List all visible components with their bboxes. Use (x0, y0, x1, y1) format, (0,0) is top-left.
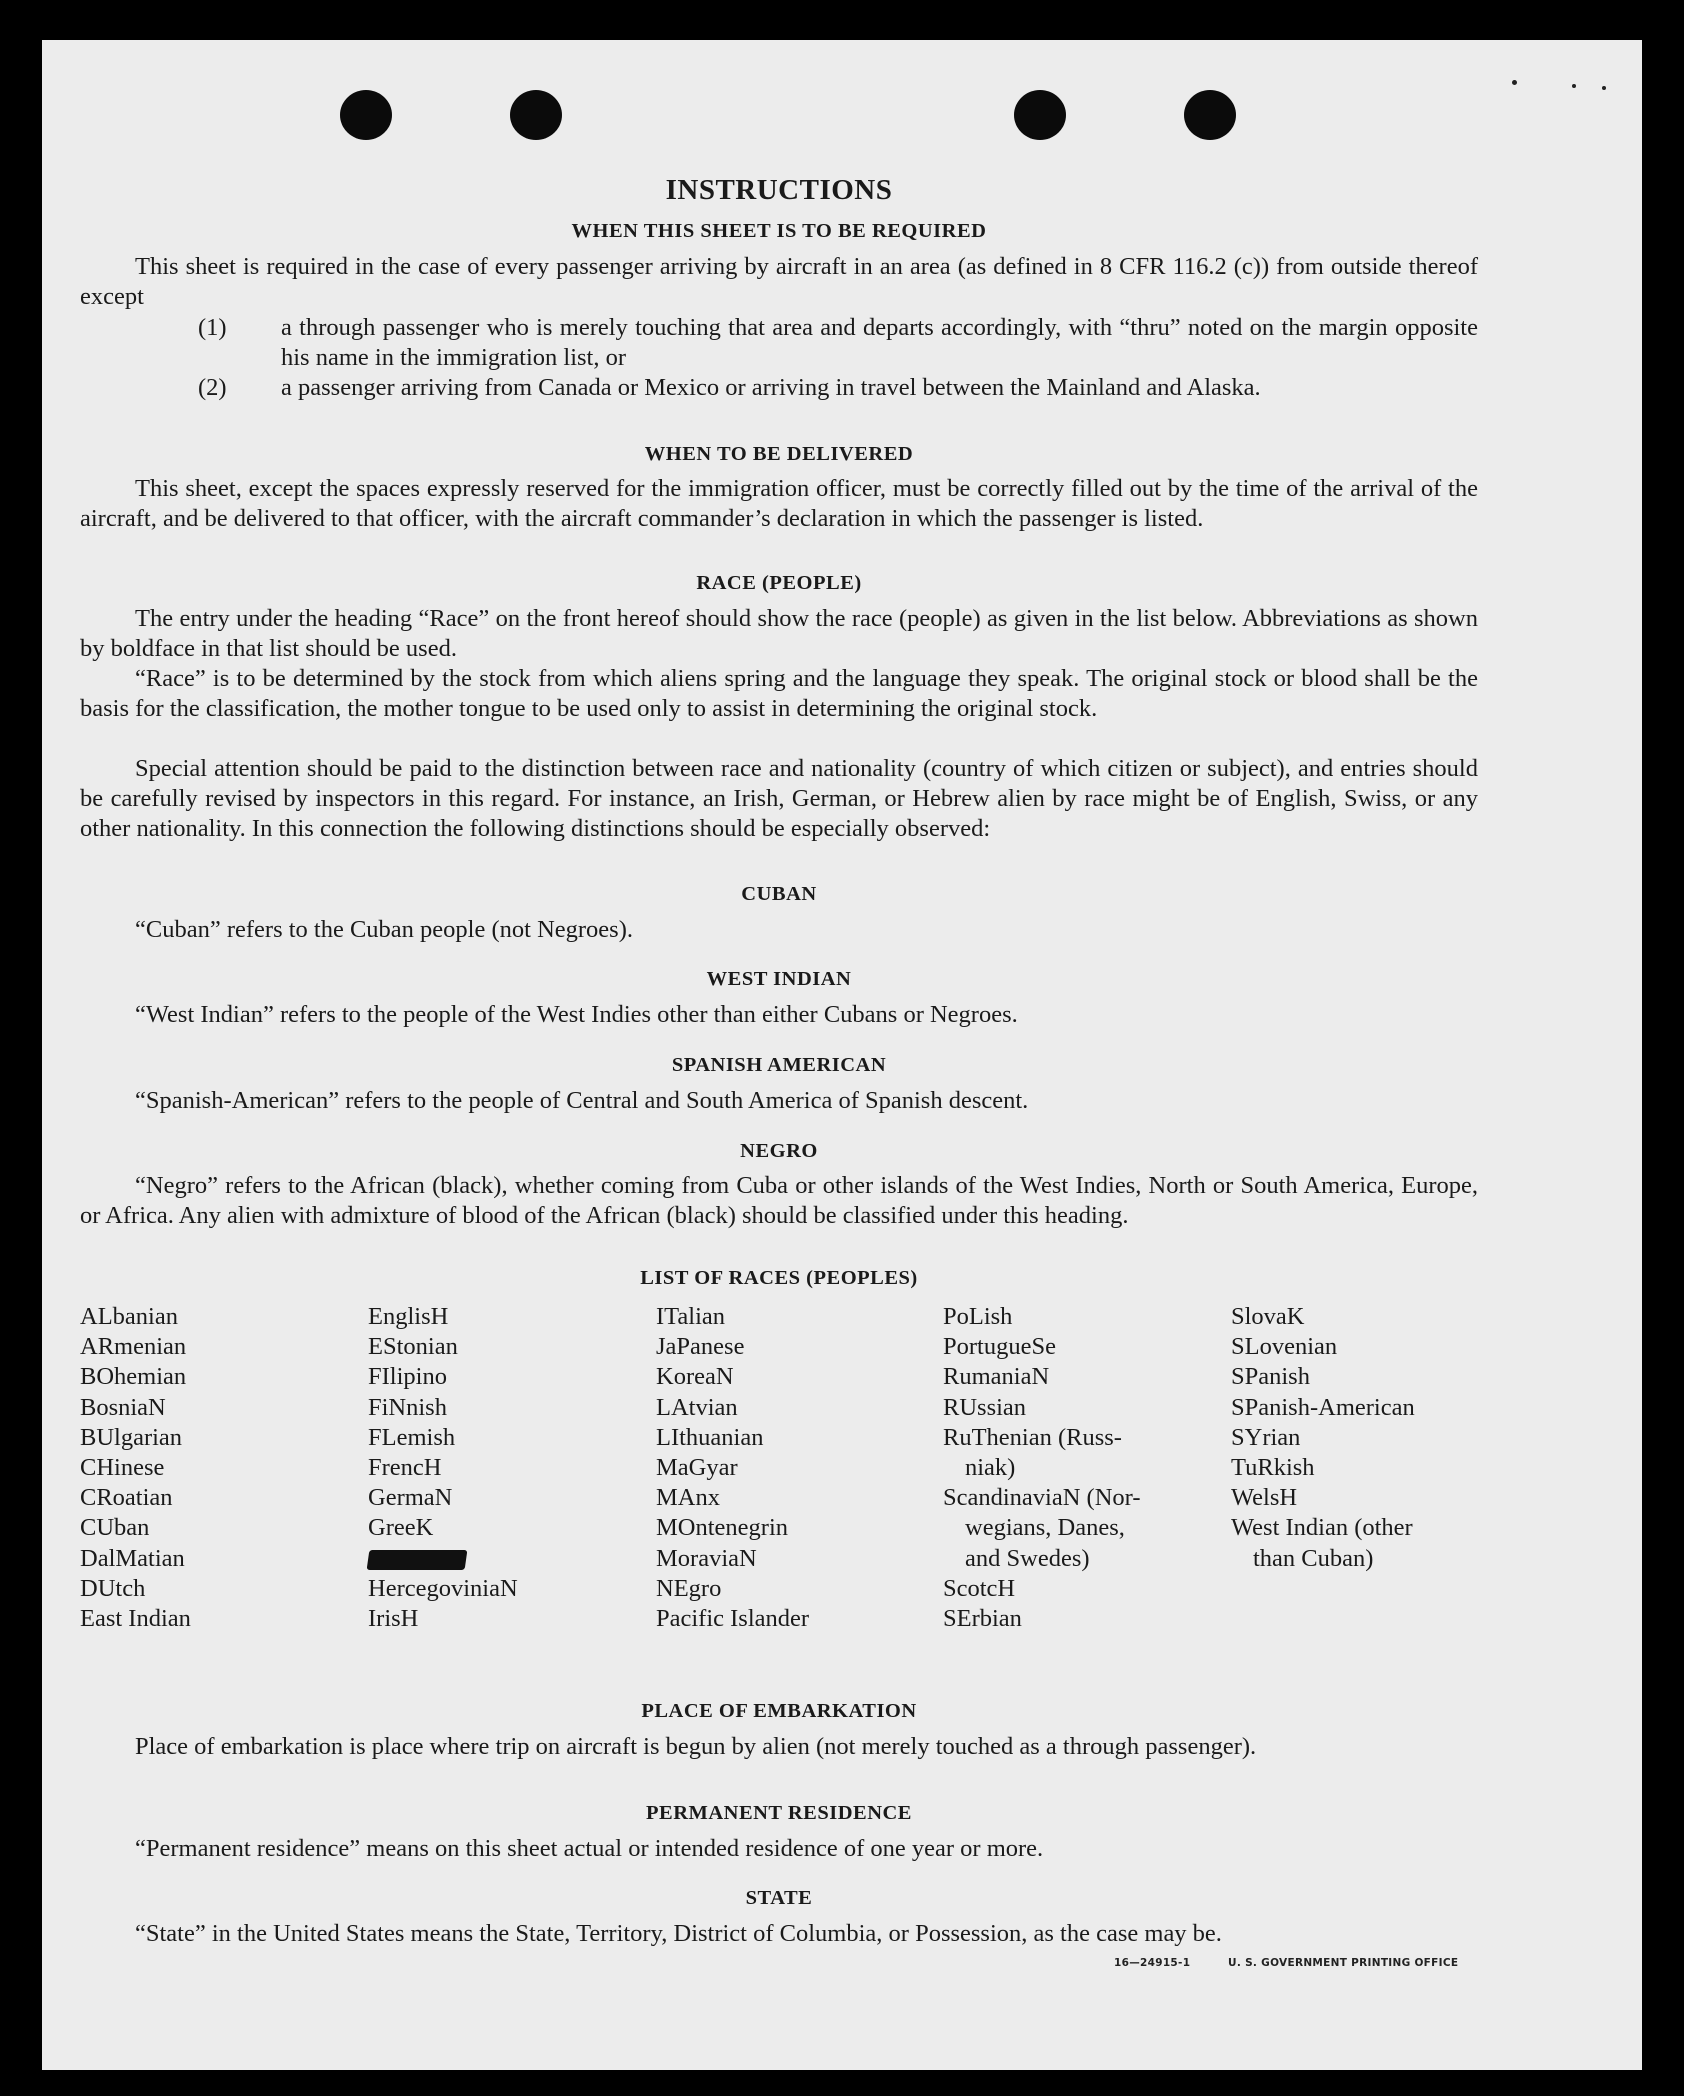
section-heading: CUBAN (741, 883, 817, 905)
race-item: ARmenian (80, 1333, 187, 1361)
race-item: PortugueSe (943, 1333, 1056, 1361)
race-item: EStonian (368, 1333, 458, 1361)
race-item: JaPanese (656, 1333, 745, 1361)
speck (1602, 86, 1606, 90)
race-item: MAnx (656, 1484, 720, 1512)
race-item: FIlipino (368, 1363, 447, 1391)
race-item: BosniaN (80, 1393, 166, 1421)
race-item: RUssian (943, 1393, 1027, 1421)
race-item: CUban (80, 1514, 150, 1542)
item-text: a through passenger who is merely touching that area and departs accordingly, with “thru” noted on the margin opposite his name in the immigration list, or (281, 314, 1478, 371)
punch-hole (510, 90, 562, 140)
paragraph: “State” in the United States means the State, Territory, District of Columbia, or Possession, as the case may be. (135, 1920, 1222, 1947)
section-heading: NEGRO (740, 1140, 818, 1162)
paragraph: The entry under the heading “Race” on the front hereof should show the race (people) as given in the list below. Abbreviations as shown by boldface in that list should be used. (80, 605, 1478, 662)
race-item: SlovaK (1231, 1303, 1305, 1330)
race-item: SYrian (1231, 1423, 1301, 1451)
form-sheet (42, 40, 1642, 2070)
list-item (198, 373, 1478, 403)
paragraph: “Cuban” refers to the Cuban people (not Negroes). (135, 916, 633, 943)
paragraph: “Negro” refers to the African (black), whether coming from Cuba or other islands of the West Indies, North or South America, Europe, or Africa. Any alien with admixture of blood of the African (black) should be classified under this heading. (80, 1172, 1478, 1229)
paragraph: This sheet, except the spaces expressly reserved for the immigration officer, must be correctly filled out by the time of the arrival of the aircraft, and be delivered to that officer, with the aircraft commander’s declaration in which the passenger is listed. (80, 475, 1478, 532)
printer-credit: U. S. GOVERNMENT PRINTING OFFICE (1228, 1957, 1459, 1969)
race-item: TuRkish (1231, 1454, 1315, 1482)
race-item: ALbanian (80, 1303, 178, 1330)
redaction-mark (367, 1550, 468, 1570)
race-item: SPanish-American (1231, 1393, 1415, 1421)
race-column (943, 1302, 1140, 1634)
race-item-continuation: than Cuban) (1253, 1544, 1374, 1572)
form-number: 16—24915-1 (1114, 1957, 1191, 1969)
paragraph: “Permanent residence” means on this sheet actual or intended residence of one year or more. (135, 1835, 1044, 1862)
section-heading: WHEN TO BE DELIVERED (644, 443, 914, 465)
race-item: WelsH (1231, 1484, 1298, 1512)
race-item: LIthuanian (656, 1423, 764, 1451)
punch-hole (1184, 90, 1236, 140)
section-heading: WEST INDIAN (706, 968, 852, 990)
race-item: ITalian (656, 1303, 726, 1330)
race-item: MOntenegrin (656, 1514, 788, 1542)
race-item-continuation: niak) (965, 1454, 1016, 1482)
race-item: CHinese (80, 1454, 165, 1482)
paragraph: “West Indian” refers to the people of the West Indies other than either Cubans or Negroes. (135, 1001, 1018, 1028)
paragraph: “Spanish-American” refers to the people of Central and South America of Spanish descent. (135, 1087, 1029, 1114)
speck (1572, 84, 1576, 88)
race-item: BUlgarian (80, 1423, 183, 1451)
race-item: IrisH (368, 1605, 419, 1633)
race-column (80, 1302, 191, 1634)
race-item: RuThenian (Russ- (943, 1423, 1122, 1451)
punch-hole (1014, 90, 1066, 140)
race-item: ScotcH (943, 1574, 1016, 1602)
race-item: DalMatian (80, 1544, 185, 1572)
page-title: INSTRUCTIONS (665, 174, 893, 206)
race-item: FrencH (368, 1454, 442, 1482)
speck (1512, 80, 1517, 85)
race-item: RumaniaN (943, 1363, 1050, 1391)
race-item: MoraviaN (656, 1544, 757, 1572)
race-item: EnglisH (368, 1303, 449, 1330)
race-item: NEgro (656, 1574, 722, 1602)
section-heading: WHEN THIS SHEET IS TO BE REQUIRED (571, 220, 987, 242)
section-heading: PERMANENT RESIDENCE (646, 1802, 912, 1824)
section-heading: LIST OF RACES (PEOPLES) (640, 1267, 918, 1289)
race-column (1231, 1302, 1415, 1574)
race-item: GreeK (368, 1514, 434, 1542)
section-heading: SPANISH AMERICAN (671, 1054, 887, 1076)
race-item: MaGyar (656, 1454, 738, 1482)
race-item: FiNnish (368, 1393, 447, 1421)
paragraph: This sheet is required in the case of every passenger arriving by aircraft in an area (as defined in 8 CFR 116.2 (c)) from outside thereof except (80, 253, 1478, 310)
race-item: SErbian (943, 1605, 1022, 1633)
race-item: KoreaN (656, 1363, 734, 1391)
race-item: SLovenian (1231, 1333, 1338, 1361)
paragraph: “Race” is to be determined by the stock from which aliens spring and the language they speak. The original stock or blood shall be the basis for the classification, the mother tongue to be used only to assist in determining the original stock. (80, 665, 1478, 722)
item-number: (2) (198, 374, 227, 401)
race-item: DUtch (80, 1574, 146, 1602)
race-item: FLemish (368, 1423, 456, 1451)
race-item: East Indian (80, 1605, 191, 1633)
redacted-entry (368, 1544, 518, 1574)
paragraph: Place of embarkation is place where trip on aircraft is begun by alien (not merely touched as a through passenger). (135, 1733, 1257, 1760)
race-item: ScandinaviaN (Nor- (943, 1484, 1141, 1512)
race-column (368, 1302, 518, 1634)
race-item: HercegoviniaN (368, 1574, 518, 1602)
race-column (656, 1302, 809, 1634)
race-item: Pacific Islander (656, 1605, 810, 1633)
race-item: GermaN (368, 1484, 453, 1512)
race-item: CRoatian (80, 1484, 173, 1512)
section-heading: STATE (745, 1887, 813, 1909)
race-item: BOhemian (80, 1363, 187, 1391)
item-text: a passenger arriving from Canada or Mexico or arriving in travel between the Mainland and Alaska. (281, 374, 1261, 401)
race-item: SPanish (1231, 1363, 1310, 1391)
section-heading: PLACE OF EMBARKATION (641, 1700, 917, 1722)
paragraph: Special attention should be paid to the distinction between race and nationality (country of which citizen or subject), and entries should be carefully revised by inspectors in this regard. For instance, an Irish, German, or Hebrew alien by race might be of English, Swiss, or any other nationality. In this connection the following distinctions should be especially observed: (80, 755, 1478, 842)
race-item: LAtvian (656, 1393, 738, 1421)
race-item-continuation: wegians, Danes, (965, 1514, 1125, 1542)
list-item (198, 313, 1478, 373)
punch-hole (340, 90, 392, 140)
race-item: PoLish (943, 1303, 1013, 1330)
item-number: (1) (198, 314, 227, 341)
section-heading: RACE (PEOPLE) (696, 572, 862, 594)
race-item: West Indian (other (1231, 1514, 1413, 1542)
race-item-continuation: and Swedes) (965, 1544, 1090, 1572)
